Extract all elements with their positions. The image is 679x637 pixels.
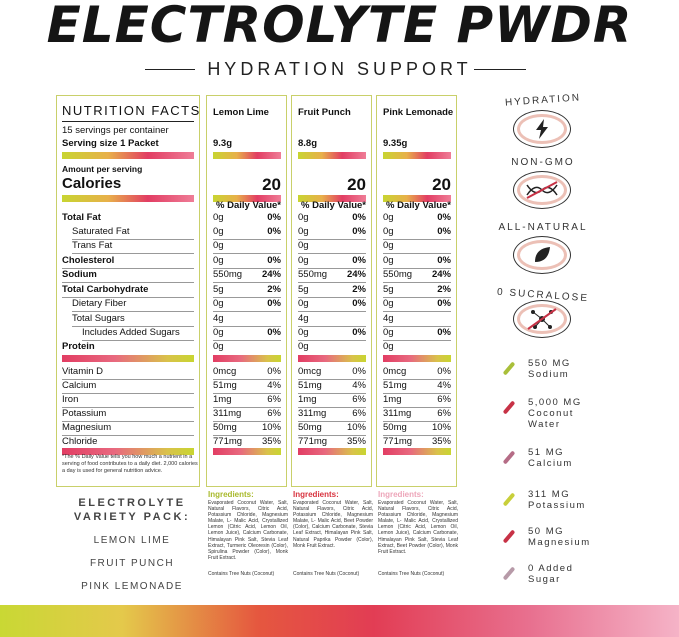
protein-gradient-bar (383, 355, 451, 362)
nutrient-amount: 771mg (213, 436, 243, 447)
protein-gradient-bar (298, 355, 366, 362)
nutrient-label: Magnesium (62, 422, 112, 433)
nutrient-stat (528, 526, 618, 548)
nutrient-amount: 4g (298, 313, 309, 324)
nutrient-percent: 0% (437, 226, 451, 237)
nutrient-label: Total Carbohydrate (62, 284, 149, 295)
calories-gradient-bar (62, 195, 194, 202)
nutrient-amount: 550mg (298, 269, 328, 280)
nutrient-label: Vitamin D (62, 366, 104, 377)
variety-title-line2: VARIETY PACK: (73, 511, 191, 523)
nutrient-amount: 4g (213, 313, 224, 324)
flavor-name: Pink Lemonade (383, 107, 454, 118)
nutrient-divider (72, 311, 194, 312)
servings-per-container: 15 servings per container (62, 125, 169, 136)
nutrient-percent: 24% (431, 269, 451, 280)
nutrient-divider (82, 340, 194, 341)
amount-per-serving: Amount per serving (62, 164, 143, 174)
nutrient-percent: 4% (352, 380, 366, 391)
ingredients-heading: Ingredients: (208, 490, 254, 499)
calories-label: Calories (62, 175, 122, 192)
nutrient-stat-line1: 51 MG (528, 447, 565, 458)
nutrient-divider (298, 253, 366, 254)
nutrient-amount: 50mg (298, 422, 322, 433)
nutrient-amount: 51mg (298, 380, 322, 391)
daily-value-header: % Daily Value* (386, 200, 451, 211)
nutrient-stat-line2: Magnesium (528, 537, 591, 548)
molecule-icon (513, 300, 571, 338)
nutrient-stat-line2: Sodium (528, 369, 570, 380)
packet-icon (502, 450, 516, 464)
nutrient-amount: 5g (298, 284, 309, 295)
nutrient-amount: 0g (213, 240, 224, 251)
nutrient-amount: 771mg (383, 436, 413, 447)
nutrient-label: Dietary Fiber (72, 298, 127, 309)
serving-gradient-bar (298, 152, 366, 159)
nutrient-amount: 0g (298, 226, 309, 237)
nutrient-stat-line1: 550 MG (528, 358, 571, 369)
ingredients-text: Evaporated Coconut Water, Salt, Natural Flavors, Citric Acid, Potassium Chloride, Magnesium Malate, L- Malic Acid, Crystallized Lemon (Citric Acid, Lemon Oil, Lemon Juice), Calcium Carbonate, Himalayan Pink Salt, Stevia Leaf Extract, Beet Powder (Color), Monk Fruit Extract. (378, 500, 458, 555)
nutrient-percent: 6% (437, 394, 451, 405)
daily-value-footnote: *The % Daily Value tells you how much a nutrient in a serving of food contributes to a daily diet. 2,000 calories a day is used for general nutrition advice. (62, 454, 198, 474)
nutrient-divider (62, 393, 194, 394)
nutrient-amount: 311mg (383, 408, 412, 419)
packet-icon (502, 529, 516, 543)
nutrient-divider (383, 282, 451, 283)
nutrient-label: Potassium (62, 408, 107, 419)
allergen-note: Contains Tree Nuts (Coconut) (378, 571, 445, 577)
lightning-bolt-icon (513, 110, 571, 148)
nutrient-stat-line2: Potassium (528, 500, 586, 511)
calories-value: 20 (347, 175, 366, 194)
nutrient-label: Cholesterol (62, 255, 115, 266)
nutrient-amount: 0g (298, 341, 309, 352)
chloride-gradient-bar (213, 448, 281, 455)
nutrient-divider (383, 311, 451, 312)
nutrition-title-rule (62, 121, 194, 122)
chloride-gradient-bar (383, 448, 451, 455)
nutrient-percent: 0% (352, 255, 366, 266)
packet-icon (502, 400, 516, 414)
nutrient-stat (528, 397, 618, 430)
nutrient-percent: 35% (261, 436, 281, 447)
nutrient-percent: 2% (437, 284, 451, 295)
nutrient-percent: 0% (352, 327, 366, 338)
nutrition-title: NUTRITION FACTS (62, 103, 201, 118)
nutrient-percent: 24% (261, 269, 281, 280)
nutrient-stat-line1: 50 MG (528, 526, 565, 537)
nutrient-percent: 0% (267, 212, 281, 223)
nutrient-stat-line1: 5,000 MG (528, 397, 582, 408)
nutrient-amount: 1mg (383, 394, 402, 405)
serving-weight: 9.3g (213, 138, 233, 149)
packet-stick (503, 529, 516, 543)
serving-gradient-bar (62, 152, 194, 159)
nutrient-amount: 0g (383, 212, 394, 223)
nutrient-amount: 0g (298, 212, 309, 223)
nutrient-amount: 4g (383, 313, 394, 324)
nutrient-divider (298, 282, 366, 283)
nutrient-label: Total Sugars (72, 313, 125, 324)
nutrient-percent: 2% (267, 284, 281, 295)
nutrient-percent: 0% (437, 327, 451, 338)
nutrient-percent: 6% (267, 408, 281, 419)
allergen-note: Contains Tree Nuts (Coconut) (208, 571, 275, 577)
badge-label: ALL-NATURAL (498, 222, 588, 233)
nutrient-amount: 0g (383, 341, 394, 352)
nutrient-stat-line1: 311 MG (528, 489, 571, 500)
nutrient-amount: 0g (213, 226, 224, 237)
nutrient-amount: 0g (383, 226, 394, 237)
nutrient-label: Total Fat (62, 212, 101, 223)
nutrient-amount: 0g (213, 327, 224, 338)
nutrient-percent: 0% (352, 366, 366, 377)
nutrient-percent: 2% (352, 284, 366, 295)
nutrient-amount: 0g (213, 255, 224, 266)
nutrient-percent: 0% (437, 255, 451, 266)
nutrient-stat-line2: Coconut (528, 408, 574, 419)
nutrient-amount: 0g (213, 212, 224, 223)
nutrient-amount: 50mg (213, 422, 237, 433)
nutrient-stat (528, 447, 618, 469)
ingredients-heading: Ingredients: (293, 490, 339, 499)
nutrient-amount: 0g (213, 341, 224, 352)
nutrient-amount: 0g (298, 240, 309, 251)
variety-item: FRUIT PUNCH (89, 558, 175, 569)
daily-value-header: % Daily Value* (301, 200, 366, 211)
nutrient-percent: 0% (437, 366, 451, 377)
ingredients-heading: Ingredients: (378, 490, 424, 499)
nutrient-percent: 0% (352, 212, 366, 223)
dna-icon (513, 171, 571, 209)
packet-stick (503, 400, 516, 414)
nutrient-amount: 0mcg (383, 366, 407, 377)
nutrient-label: Saturated Fat (72, 226, 130, 237)
nutrient-percent: 10% (346, 422, 366, 433)
product-subtitle: HYDRATION SUPPORT (207, 59, 472, 79)
nutrient-amount: 311mg (298, 408, 327, 419)
nutrient-percent: 35% (346, 436, 366, 447)
nutrient-stat-line1: 0 Added (528, 563, 574, 574)
nutrient-divider (213, 253, 281, 254)
nutrient-percent: 10% (261, 422, 281, 433)
nutrient-label: Calcium (62, 380, 97, 391)
bottom-gradient-band (0, 605, 679, 637)
ingredients-text: Evaporated Coconut Water, Salt, Natural Flavors, Citric Acid, Potassium Chloride, Magnesium Malate, L- Malic Acid, Crystallized Lemon (Citric Acid, Lemon Oil, Lemon Juice), Calcium Carbonate, Himalayan Pink Salt, Stevia Leaf Extract, Turmeric Oleoresin (Color), Spirulina Powder (Color), Monk Fruit Extract. (208, 500, 288, 561)
flavor-name: Lemon Lime (213, 107, 269, 118)
nutrient-stat-line2: Sugar (528, 574, 561, 585)
calories-value: 20 (432, 175, 451, 194)
nutrient-amount: 0g (298, 327, 309, 338)
nutrient-stat (528, 563, 618, 585)
nutrient-amount: 550mg (213, 269, 243, 280)
nutrient-percent: 0% (437, 212, 451, 223)
nutrient-amount: 550mg (383, 269, 413, 280)
nutrient-amount: 311mg (213, 408, 242, 419)
nutrient-amount: 0g (298, 255, 309, 266)
product-title: ELECTROLYTE PWDR (46, 0, 633, 54)
flavor-name: Fruit Punch (298, 107, 351, 118)
nutrient-amount: 0g (383, 298, 394, 309)
title-rule-right (474, 69, 526, 70)
packet-stick (503, 492, 516, 506)
nutrient-amount: 0g (298, 298, 309, 309)
nutrient-percent: 6% (352, 408, 366, 419)
nutrient-percent: 0% (267, 327, 281, 338)
nutrient-amount: 0g (383, 327, 394, 338)
daily-value-header: % Daily Value* (216, 200, 281, 211)
nutrient-percent: 0% (267, 366, 281, 377)
nutrient-amount: 5g (383, 284, 394, 295)
nutrient-percent: 0% (352, 226, 366, 237)
nutrient-percent: 0% (267, 255, 281, 266)
packet-icon (502, 492, 516, 506)
variety-title-line1: ELECTROLYTE (78, 497, 186, 509)
packet-icon (502, 361, 516, 375)
nutrient-stat (528, 489, 618, 511)
nutrient-amount: 50mg (383, 422, 407, 433)
nutrient-label: Includes Added Sugars (82, 327, 180, 338)
nutrient-amount: 1mg (298, 394, 317, 405)
nutrient-amount: 0g (383, 255, 394, 266)
nutrient-divider (213, 311, 281, 312)
calories-value: 20 (262, 175, 281, 194)
nutrient-divider (213, 282, 281, 283)
nutrient-label: Trans Fat (72, 240, 113, 251)
allergen-note: Contains Tree Nuts (Coconut) (293, 571, 360, 577)
badge-label: HYDRATION (504, 92, 582, 109)
nutrient-amount: 771mg (298, 436, 328, 447)
serving-size: Serving size 1 Packet (62, 138, 159, 149)
badge-label: 0 SUCRALOSE (496, 286, 590, 305)
packet-stick (503, 361, 516, 375)
nutrient-percent: 6% (352, 394, 366, 405)
nutrient-label: Iron (62, 394, 79, 405)
ingredients-text: Evaporated Coconut Water, Salt, Natural Flavors, Citric Acid, Potassium Chloride, Magnesium Malate, L- Malic Acid, Beet Powder (Color), Calcium Carbonate, Stevia Leaf Extract, Himalayan Pink Salt, Natural Paprika Powder (Color), Monk Fruit Extract. (293, 500, 373, 549)
packet-icon (502, 566, 516, 580)
nutrient-percent: 4% (437, 380, 451, 391)
nutrient-amount: 0g (213, 298, 224, 309)
nutrient-amount: 0mcg (298, 366, 322, 377)
variety-item: PINK LEMONADE (81, 581, 183, 592)
serving-gradient-bar (213, 152, 281, 159)
nutrient-percent: 4% (267, 380, 281, 391)
nutrient-percent: 0% (437, 298, 451, 309)
badge-label: NON-GMO (511, 157, 575, 168)
leaf-icon (513, 236, 571, 274)
nutrient-amount: 5g (213, 284, 224, 295)
nutrient-amount: 51mg (213, 380, 237, 391)
nutrient-divider (383, 253, 451, 254)
nutrient-amount: 0mcg (213, 366, 237, 377)
nutrient-percent: 24% (346, 269, 366, 280)
nutrient-percent: 6% (267, 394, 281, 405)
nutrient-divider (298, 311, 366, 312)
nutrient-percent: 35% (431, 436, 451, 447)
protein-gradient-bar (213, 355, 281, 362)
nutrient-percent: 0% (352, 298, 366, 309)
nutrient-label: Protein (62, 341, 95, 352)
nutrient-divider (72, 253, 194, 254)
nutrient-percent: 0% (267, 226, 281, 237)
chloride-gradient-bar (298, 448, 366, 455)
serving-gradient-bar (383, 152, 451, 159)
packet-stick (503, 566, 516, 580)
nutrient-amount: 0g (383, 240, 394, 251)
protein-gradient-bar (62, 355, 194, 362)
nutrient-percent: 0% (267, 298, 281, 309)
packet-stick (503, 450, 516, 464)
serving-weight: 8.8g (298, 138, 318, 149)
nutrient-label: Chloride (62, 436, 98, 447)
nutrient-amount: 51mg (383, 380, 407, 391)
nutrient-stat-line3: Water (528, 419, 561, 430)
nutrient-stat-line2: Calcium (528, 458, 573, 469)
nutrient-percent: 6% (437, 408, 451, 419)
nutrient-label: Sodium (62, 269, 97, 280)
nutrient-stat (528, 358, 618, 380)
nutrient-divider (62, 282, 194, 283)
nutrient-amount: 1mg (213, 394, 232, 405)
nutrient-percent: 10% (431, 422, 451, 433)
serving-weight: 9.35g (383, 138, 408, 149)
variety-item: LEMON LIME (93, 535, 171, 546)
